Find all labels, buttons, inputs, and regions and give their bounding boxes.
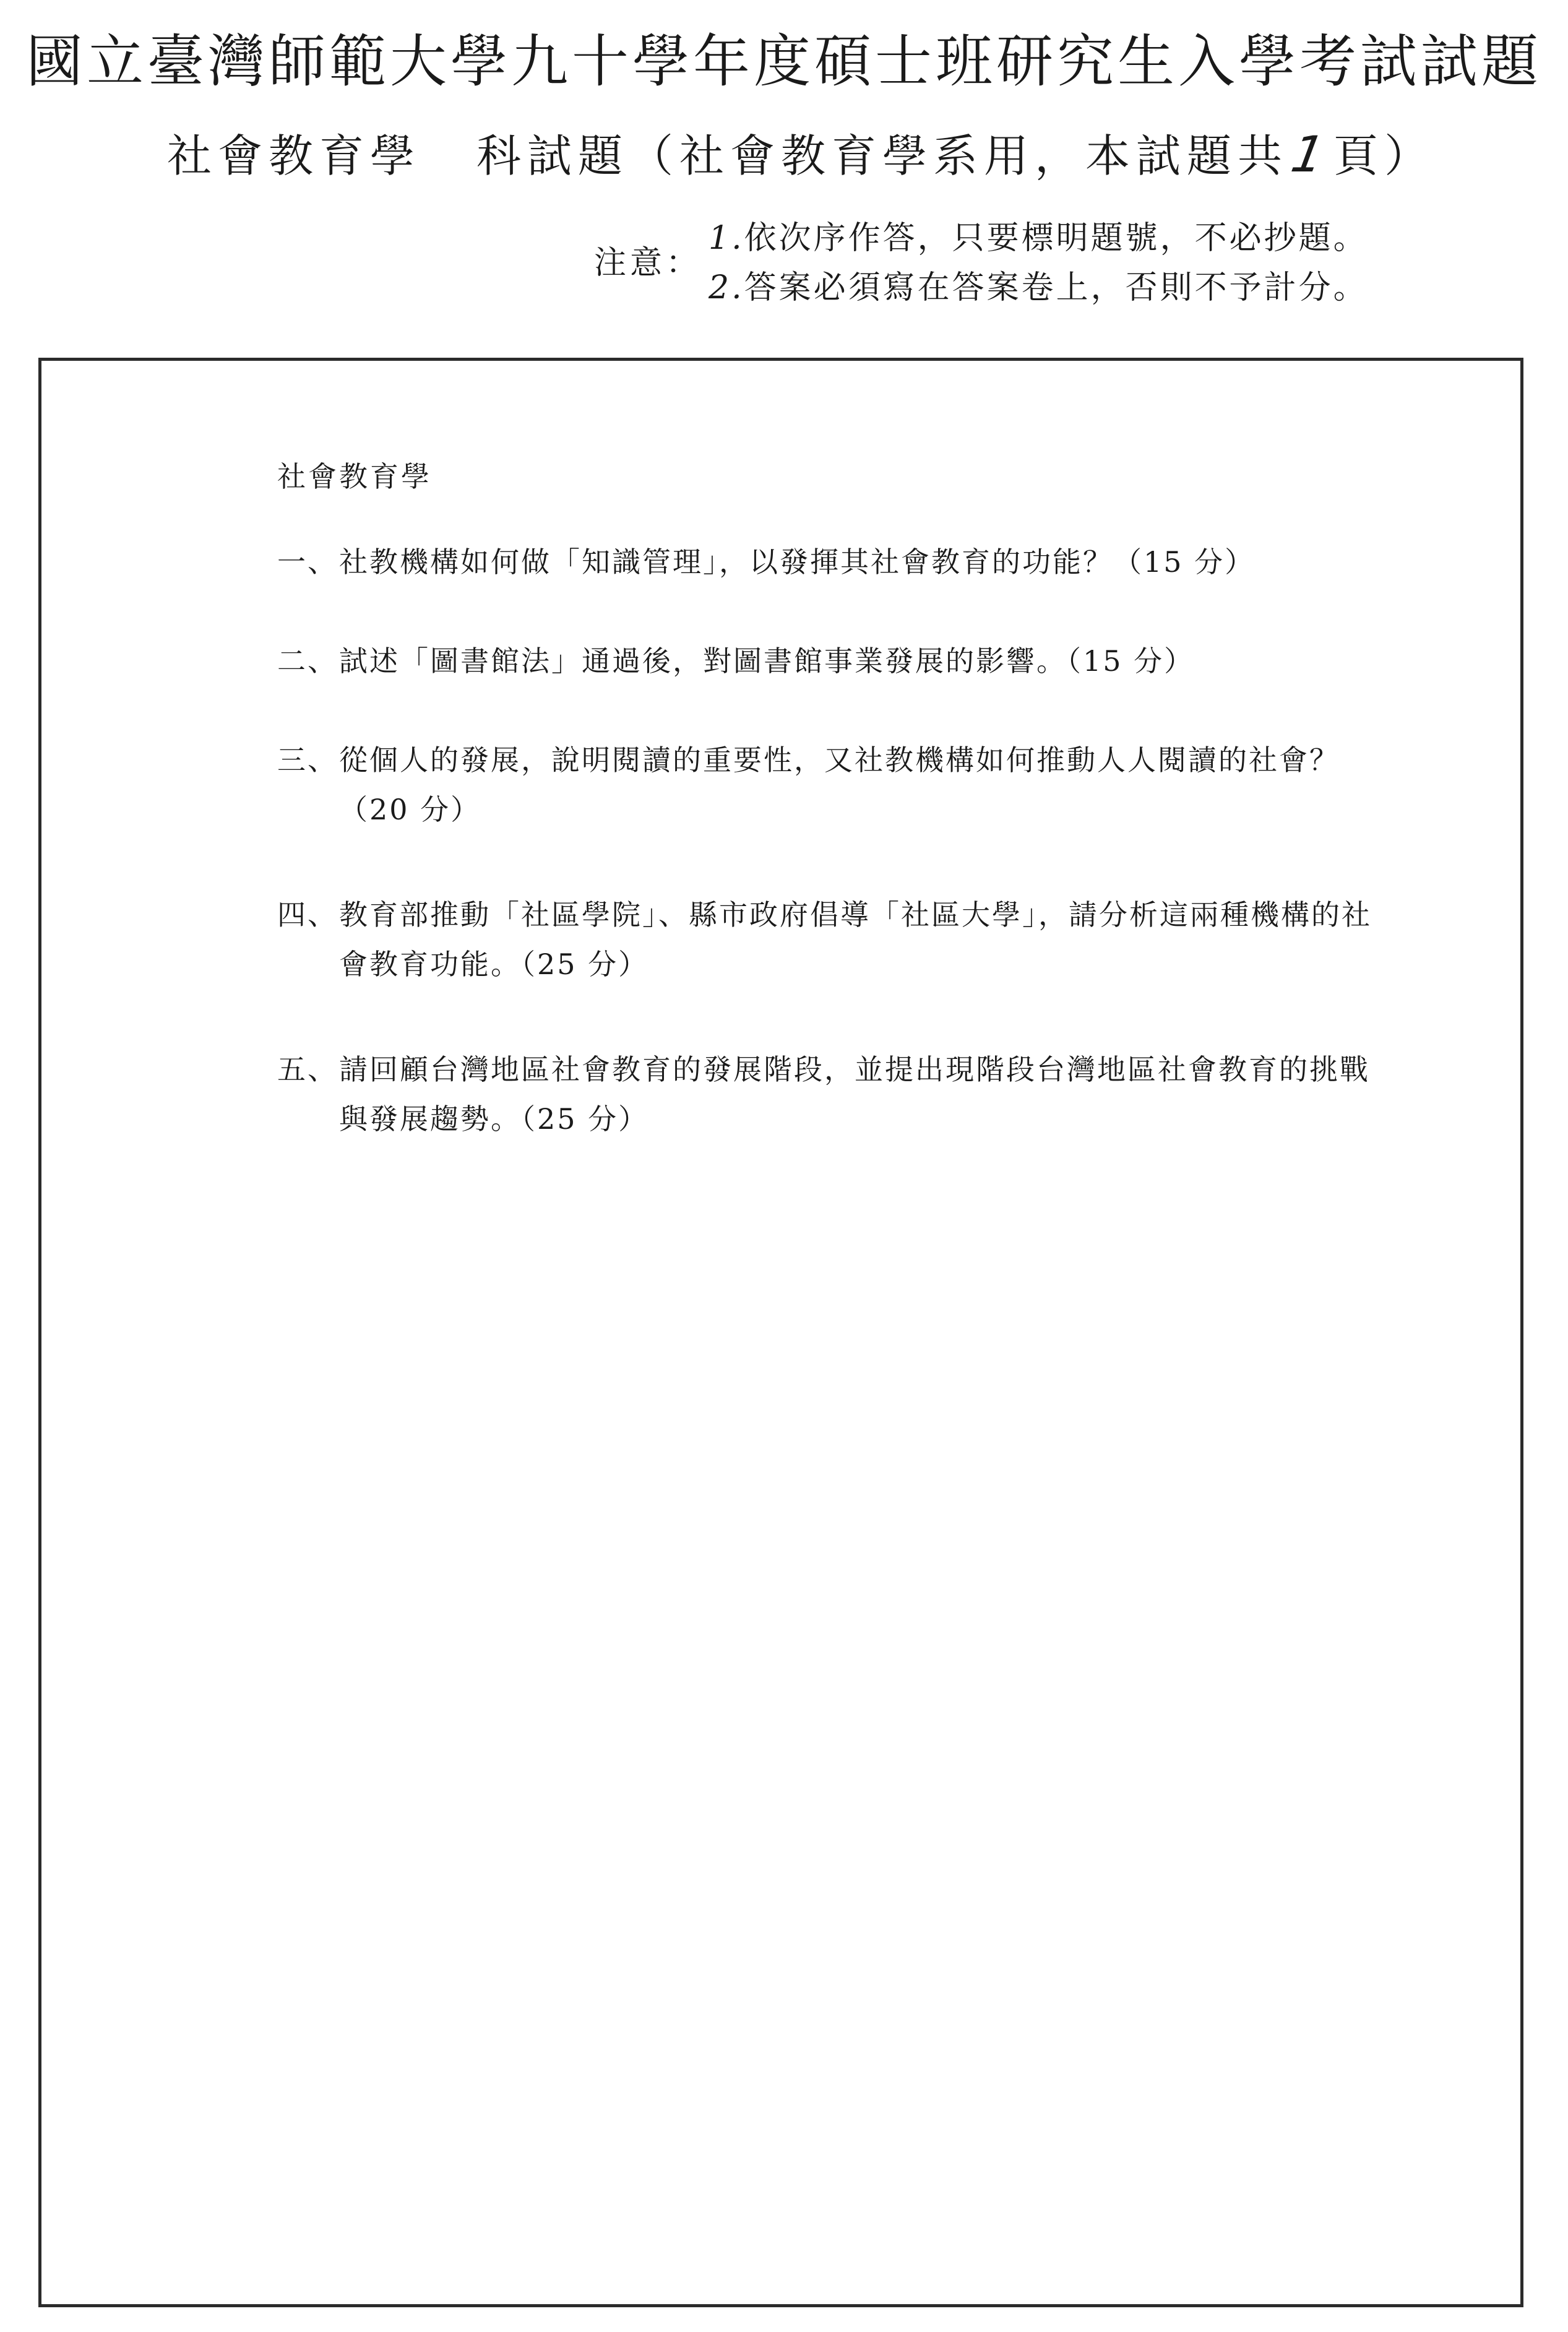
exam-title: 國立臺灣師範大學九十學年度碩士班研究生入學考試試題 — [25, 28, 1542, 95]
notice-item-text: 依次序作答，只要標明題號，不必抄題。 — [744, 220, 1368, 257]
question-text: 教育部推動「社區學院」、縣市政府倡導「社區大學」，請分析這兩種機構的社會教育功能。（25 分） — [339, 898, 1372, 981]
notice-item-number: 1. — [709, 220, 744, 257]
question-5 — [277, 1045, 1391, 1144]
notice-item — [709, 214, 1368, 263]
question-index: 四、 — [277, 898, 338, 931]
question-text: 社教機構如何做「知識管理」，以發揮其社會教育的功能？（15 分） — [339, 545, 1256, 579]
notice-label: 注意： — [594, 244, 702, 282]
question-index: 一、 — [277, 545, 338, 579]
subject-suffix: 科試題（社會教育學系用，本試題共 — [476, 130, 1289, 182]
question-2 — [277, 636, 1391, 686]
notice-item-text: 答案必須寫在答案卷上，否則不予計分。 — [744, 269, 1368, 306]
question-4 — [277, 890, 1391, 989]
exam-content — [277, 452, 1391, 1193]
pages-suffix: 頁） — [1333, 130, 1435, 182]
question-1 — [277, 537, 1391, 587]
question-text: 試述「圖書館法」通過後，對圖書館事業發展的影響。（15 分） — [339, 644, 1195, 678]
question-text: 請回顧台灣地區社會教育的發展階段，並提出現階段台灣地區社會教育的挑戰與發展趨勢。（25 分） — [339, 1053, 1370, 1136]
question-index: 二、 — [277, 644, 338, 678]
page-count: 1 — [1286, 126, 1335, 183]
notice-item-number: 2. — [709, 269, 744, 306]
question-index: 五、 — [277, 1053, 338, 1086]
subject-name: 社會教育學 — [167, 130, 421, 182]
notice-list — [709, 214, 1368, 313]
section-title: 社會教育學 — [277, 460, 432, 493]
question-index: 三、 — [277, 743, 338, 777]
question-text: 從個人的發展，說明閱讀的重要性，又社教機構如何推動人人閱讀的社會？（20 分） — [339, 743, 1340, 826]
question-3 — [277, 735, 1391, 834]
exam-subtitle — [167, 124, 1435, 187]
notice-item — [709, 263, 1368, 313]
